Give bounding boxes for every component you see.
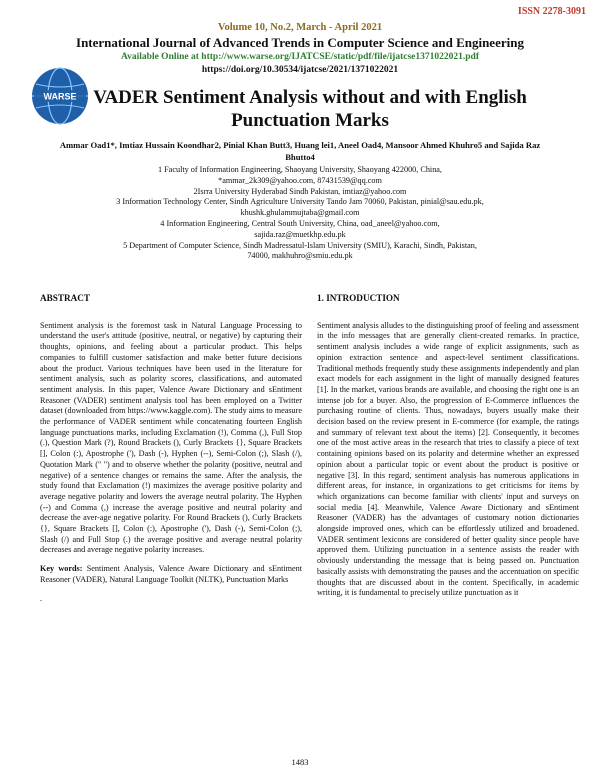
affiliation-line: 4 Information Engineering, Central South University, China, oad_aneel@yahoo.com, (160, 218, 440, 228)
affiliation-line: sajida.raz@muetkhp.edu.pk (254, 229, 346, 239)
issn-label: ISSN 2278-3091 (517, 6, 586, 17)
globe-logo-icon (30, 66, 90, 126)
affiliation-line: 1 Faculty of Information Engineering, Shaoyang University, Shaoyang 422000, China, (158, 165, 442, 174)
introduction-column (317, 293, 579, 607)
volume-line: Volume 10, No.2, March - April 2021 (217, 22, 383, 33)
introduction-text: Sentiment analysis alludes to the distinguishing proof of feeling and assessment in the info messages that are generally client-created remarks. In practice, sentiment analysis includes a wide range of explicit assignments, such as opinion extraction sentence and aspect-level sentiment classifications. Traditional methods frequently study these assignments independently and plan exact models for each assignment in the light of manually designed features [1]. In the market, various brands are available, and choosing the right one is an intense job for a buyer. Also, the progression of E-Commerce influences the purchasing routine of clients. Thus, nowadays, buyers usually make their decision based on the review present in E-commerce (for example, the ratings and summary of relevant text about the items) [2]. Consequently, it becomes one of the most active areas in the research that tries to classify a piece of text containing opinions based on its polarity and determine whether an expressed opinion about a particular topic or event about the product is positive or negative [3]. In this regard, sentiment analysis has numerous applications in different areas, for instance, in organizations to get criticisms for items by which organizations can become familiar with clients' input and surveys on social media [4]. Meanwhile, Valence Aware Dictionary and sEntiment Reasoner (VADER) has the advantages of customary notion dictionaries alongside improved ones, which can be effortlessly utilized and broadened. VADER sentiment lexicons are considered of better quality since people have approved them. Utilizing punctuation in a sentence assists the reader with obviously understanding the message that is being passed on. Punctuation basically assists with demonstrating the pauses and the accentuation on specific thoughts that are discussed about in the content. Specifically, in academic writing, it is fundamental to precisely utilize punctuation as it (317, 320, 579, 598)
doi-link[interactable]: https://doi.org/10.30534/ijatcse/2021/1371022021 (201, 65, 399, 75)
abstract-text: Sentiment analysis is the foremost task in Natural Language Processing to understand the user's attitude (positive, neutral, or negative) by capturing their thoughts, opinions, and feeling about a particular product. This helps companies to fulfill customer satisfaction and make better future decisions about the product. Various techniques have been used in the literature for sentiment analysis, such as polarity scores, classifications, and automated sentiment analysis. In this paper, Valence Aware Dictionary and sEntiment Reasoner (VADER) sentiment analysis tool has been employed on a Twitter dataset (downloaded from https://www.kaggle.com). The study aims to measure the performance of VADER sentiment while concatenating fourteen English language punctuations marks, including Exclamation (!), Comma (,), Full Stop (.), Question Mark (?), Round Brackets (), Curly Brackets {}, Square Brackets [], Colon (:), Apostrophe ('), Dash (-), Hyphen (--), Semi-Colon (;), Slash (/), Quotation Mark (" ") and to observe whether the polarity (positive, neutral and negative) of a sentence changes or remains the same. After the analysis, the study found that Exclamation (!) maximizes the average positive polarity and average negative polarity and lowers the average neutral polarity. The Hyphen (--) and Comma (,) increase the average positive and neutral polarity and decrease the aver-age negative polarity. For Round Brackets (), Curly Brackets {}, Square Brackets [], Colon (:), Apostrophe ('), Dash (-), Semi-Colon (;), Slash (/) and Full Stop (.) the average positive and average neutral polarity decreases and average negative polarity increases. (40, 320, 302, 555)
keywords-label: Key words: (40, 564, 83, 574)
paper-title: VADER Sentiment Analysis without and with English Punctuation Marks (93, 87, 527, 131)
keywords-paragraph (40, 564, 302, 585)
affiliation-line: 74000, makhuhro@smiu.edu.pk (247, 251, 353, 261)
abstract-heading: ABSTRACT (40, 293, 91, 303)
keywords-text: Sentiment Analysis, Valence Aware Dictionary and sEntiment Reasoner (VADER), Natural Language Toolkit (NLTK), Punctuation Marks (40, 564, 303, 584)
affiliation-line: 5 Department of Computer Science, Sindh Madressatul-Islam University (SMIU), Karachi, Sindh, Pakistan, (123, 240, 477, 250)
available-online-link[interactable]: Available Online at http://www.warse.org/IJATCSE/static/pdf/file/ijatcse1371022021.pdf (120, 52, 479, 62)
affiliations (50, 165, 550, 262)
affiliation-line: khushk.ghulammujtaba@gmail.com (240, 208, 360, 218)
author-list: Ammar Oad1*, Imtiaz Hussain Koondhar2, Pinial Khan Butt3, Huang lei1, Aneel Oad4, Mansoor Ahmed Khuhro5 and Sajida Raz Bhutto4 (59, 140, 541, 162)
affiliation-line: 3 Information Technology Center, Sindh Agriculture University Tando Jam 70060, Pakistan, pinial@sau.edu.pk, (116, 197, 484, 207)
abstract-trailing-mark: . (40, 593, 43, 603)
introduction-heading: 1. INTRODUCTION (317, 293, 400, 303)
logo-text: WARSE (43, 91, 77, 102)
affiliation-line: 2Isrra University Hyderabad Sindh Pakistan, imtiaz@yahoo.com (193, 186, 407, 196)
affiliation-line: *ammar_2k309@yahoo.com, 87431539@qq.com (218, 175, 382, 185)
page-number: 1483 (291, 757, 309, 767)
abstract-column (40, 293, 302, 612)
journal-title: International Journal of Advanced Trends in Computer Science and Engineering (76, 35, 524, 50)
